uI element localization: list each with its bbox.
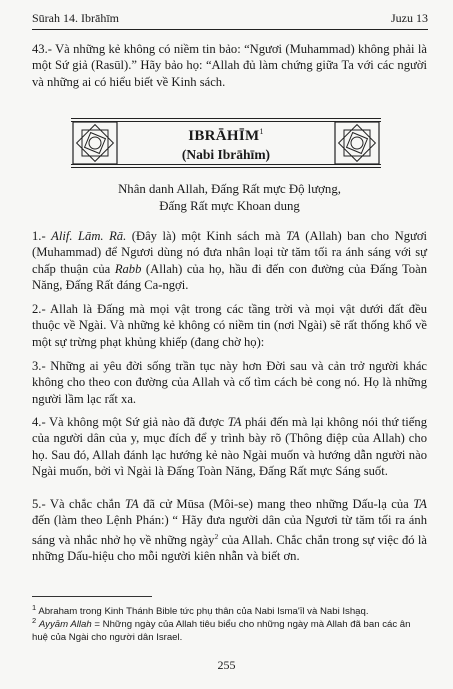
left-star-ornament-icon (71, 119, 119, 167)
banner-rule-bottom (71, 167, 381, 168)
header-juz: Juzu 13 (391, 11, 428, 25)
footnote-2: $^2$ Ayyām Allah = Những ngày của Allah tiêu biểu cho những ngày mà Allah đã ban các ân huệ của Ngài cho người dân Israel. (32, 616, 411, 643)
header-surah: Sūrah 14. Ibrāhīm (32, 11, 119, 25)
right-star-ornament-icon (333, 119, 381, 167)
surah-subtitle: (Nabi Ibrāhīm) (181, 147, 271, 162)
verse-3: 3.- Những ai yêu đời sống trần tục này hơn Đời sau và cản trở người khác không cho theo con đường của Allah và cố tìm cách bẻ cong nó. Họ là những người lầm lạc rất xa. (32, 359, 427, 406)
verse-2: 2.- Allah là Đấng mà mọi vật trong các tầng trời và mọi vật dưới đất đều thuộc về Ngài. Và những kẻ không có niềm tin (nơi Ngài) sẽ rất thống khổ về một sự trừng phạt khủng khiếp (đang chờ họ): (32, 302, 427, 349)
verse-5: 5.- Và chắc chắn TA đã cử Mūsa (Môi-se) mang theo những Dấu-lạ của TA đến (làm theo Lệnh Phán:) “ Hãy đưa người dân của Ngươi từ tăm tối ra ánh sáng và nhắc nhở họ về những ngày$^2$ của Allah. Chắc chắn trong sự việc đó là những Dấu-hiệu cho mỗi người kiên nhẫn và biết ơn. (32, 497, 427, 564)
bismillah-line-2: Đấng Rất mực Khoan dung (159, 198, 300, 213)
surah-banner (71, 118, 381, 168)
banner-title-block (119, 122, 333, 164)
bismillah-line-1: Nhân danh Allah, Đấng Rất mực Độ lượng, (118, 182, 341, 196)
title-footnote-marker: 1 (259, 127, 264, 136)
verse-1: 1.- Alif. Lām. Rā. (Đây là) một Kinh sách mà TA (Allah) ban cho Ngươi (Muhammad) để Ngươi dùng nó đưa nhân loại từ tăm tối ra ánh sáng với sự chấp thuận của Rabb (Allah) của họ, hầu đi đến con đường của Đấng Toàn Năng, Đấng Rất đáng Ca-ngợi. (32, 229, 427, 293)
verse-4: 4.- Và không một Sứ giả nào đã được TA phái đến mà lại không nói thứ tiếng của người dân của y, mục đích để y trình bày rõ (Thông điệp của Allah) cho họ. Sau đó, Allah đánh lạc hướng kẻ nào Ngài muốn và hướng dẫn người nào Ngài muốn, bởi vì Ngài là Đấng Toàn Năng, Đấng Rất mực Sáng suốt. (32, 415, 427, 479)
footnote-1: $^1$ Abraham trong Kinh Thánh Bible tức phụ thân của Nabi Isma'īl và Nabi Isha̱q. (32, 603, 369, 618)
bismillah (32, 181, 427, 214)
page-number: 255 (217, 658, 236, 672)
verse-43: 43.- Và những kẻ không có niềm tin bảo: “Ngươi (Muhammad) không phải là một Sứ giả (Rasūl).” Hãy bảo họ: “Allah đủ làm chứng giữa Ta với các người và những ai có hiểu biết về Kinh sách. (32, 42, 427, 89)
running-header (32, 8, 428, 30)
footnote-divider (32, 596, 152, 597)
footnote-ref-2: 2 (214, 531, 219, 541)
surah-title: IBRĀHĪM$^1$ (188, 127, 264, 144)
